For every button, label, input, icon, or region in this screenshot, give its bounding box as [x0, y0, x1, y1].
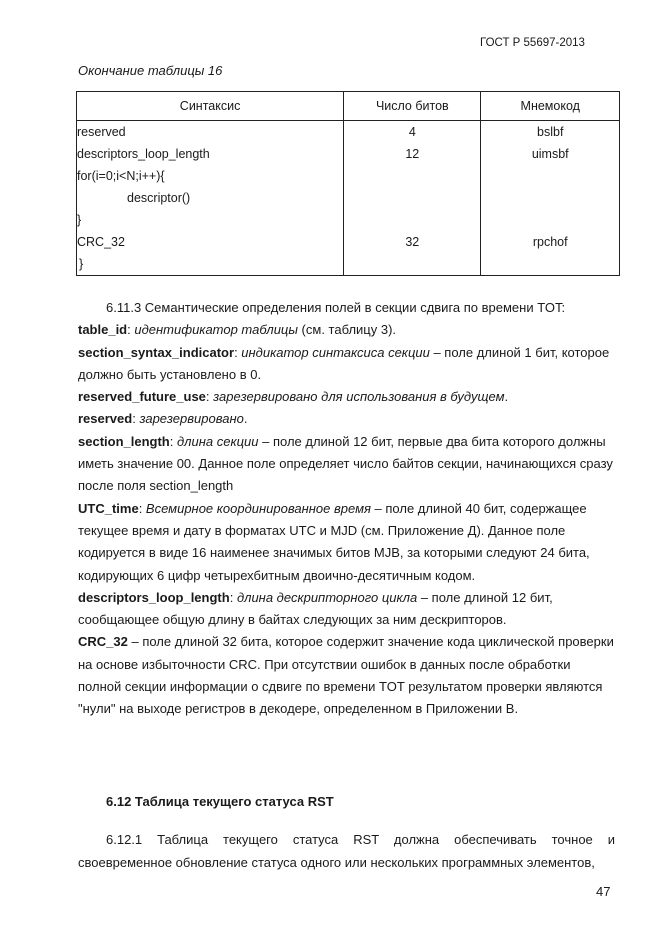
mnemonic-cell [481, 165, 620, 187]
field-term: индикатор синтаксиса секции [241, 344, 430, 360]
field-term: Всемирное координированное время [145, 500, 371, 516]
bits-cell [344, 253, 481, 276]
field-definition: table_id: идентификатор таблицы (см. таблицу 3). [78, 322, 397, 338]
table-row [77, 231, 620, 253]
field-description: – поле длиной 12 бит, первые два бита которого должны иметь значение 00. Данное поле определяет число байтов секции, начинающихся сразу после поля section_length [78, 433, 613, 494]
field-name: section_syntax_indicator [78, 344, 235, 360]
document-header: ГОСТ Р 55697-2013 [480, 37, 585, 49]
field-name: table_id [78, 322, 128, 338]
bits-cell: 4 [344, 121, 481, 144]
mnemonic-cell: uimsbf [481, 143, 620, 165]
column-header-mnemonic: Мнемокод [481, 92, 620, 121]
mnemonic-cell: bslbf [481, 121, 620, 144]
field-term: длина дескрипторного цикла [236, 589, 418, 605]
field-description: – поле длиной 1 бит, которое должно быть установлено в 0. [78, 344, 610, 382]
table-row [77, 253, 620, 276]
section-paragraph: 6.12.1 Таблица текущего статуса RST должна обеспечивать точное и своевременное обновление статуса одного или нескольких программных элементов, [78, 832, 615, 870]
field-description: – поле длиной 40 бит, содержащее текущее время и дату в форматах UTC и MJD (см. Приложение Д). Данное поле кодируется в виде 16 наименее значимых битов MJB, за которыми следуют 24 бита, кодирующих 6 цифр четырехбитным двоично-десятичным кодом. [78, 500, 590, 583]
bits-cell [344, 209, 481, 231]
field-name: reserved [78, 411, 133, 427]
syntax-cell: CRC_32 [77, 231, 344, 253]
field-term: зарезервировано [139, 411, 244, 427]
bits-cell: 12 [344, 143, 481, 165]
table-caption: Окончание таблицы 16 [78, 63, 223, 78]
section-heading: 6.12 Таблица текущего статуса RST [106, 794, 334, 809]
syntax-cell: } [77, 253, 344, 276]
semantics-body [78, 297, 615, 721]
field-definition: reserved_future_use: зарезервировано для использования в будущем. [78, 389, 509, 405]
syntax-cell: descriptor() [77, 187, 344, 209]
bits-cell [344, 165, 481, 187]
column-header-syntax: Синтаксис [77, 92, 344, 121]
field-description: (см. таблицу 3). [297, 322, 397, 338]
syntax-cell: } [77, 209, 344, 231]
bits-cell [344, 187, 481, 209]
mnemonic-cell [481, 187, 620, 209]
field-description: – поле длиной 12 бит, сообщающее общую длину в байтах следующих за ним дескрипторов. [78, 589, 553, 628]
field-term: идентификатор таблицы [134, 322, 298, 338]
syntax-cell: reserved [77, 121, 344, 144]
field-term: длина секции [176, 433, 259, 449]
mnemonic-cell [481, 253, 620, 276]
field-description: – поле длиной 32 бита, которое содержит значение кода циклической проверки на основе избыточности CRC. При отсутствии ошибок в данных после обработки полной секции информации о сдвиге по времени TOT результатом проверки являются "нули" на выходе регистров в декодере, определенном в Приложении В. [78, 634, 614, 717]
field-name: section_length [78, 433, 170, 449]
page-number: 47 [596, 884, 611, 899]
syntax-table [76, 91, 620, 276]
field-definition: section_length: длина секции – поле длиной 12 бит, первые два бита которого должны иметь значение 00. Данное поле определяет число байтов секции, начинающихся сразу после поля section_length [78, 433, 613, 494]
field-definition: descriptors_loop_length: длина дескрипторного цикла – поле длиной 12 бит, сообщающее общую длину в байтах следующих за ним дескрипторов. [78, 589, 553, 628]
syntax-cell: for(i=0;i<N;i++){ [77, 165, 344, 187]
field-definition [78, 631, 615, 720]
field-name: reserved_future_use [78, 389, 206, 405]
table-row [77, 165, 620, 187]
field-name: descriptors_loop_length [78, 589, 230, 605]
mnemonic-cell [481, 209, 620, 231]
bits-cell: 32 [344, 231, 481, 253]
table-header-row [77, 92, 620, 121]
field-description: . [243, 411, 248, 427]
field-term: зарезервировано для использования в будущем [213, 389, 505, 405]
field-description: . [504, 389, 509, 405]
table-row [77, 143, 620, 165]
table-row [77, 209, 620, 231]
semantics-intro: 6.11.3 Семантические определения полей в секции сдвига по времени TOT: [106, 300, 566, 315]
column-header-bits: Число битов [344, 92, 481, 121]
table-row [77, 121, 620, 144]
mnemonic-cell: rpchof [481, 231, 620, 253]
table-row [77, 187, 620, 209]
field-definition: UTC_time: Всемирное координированное время – поле длиной 40 бит, содержащее текущее время и дату в форматах UTC и MJD (см. Приложение Д). Данное поле кодируется в виде 16 наименее значимых битов MJB, за которыми следуют 24 бита, кодирующих 6 цифр четырехбитным двоично-десятичным кодом. [78, 500, 590, 583]
field-name: CRC_32 [78, 634, 128, 650]
field-definition: reserved: зарезервировано. [78, 411, 248, 427]
field-name: UTC_time [78, 500, 139, 516]
syntax-cell: descriptors_loop_length [77, 143, 344, 165]
field-definition: section_syntax_indicator: индикатор синтаксиса секции – поле длиной 1 бит, которое должно быть установлено в 0. [78, 344, 610, 382]
